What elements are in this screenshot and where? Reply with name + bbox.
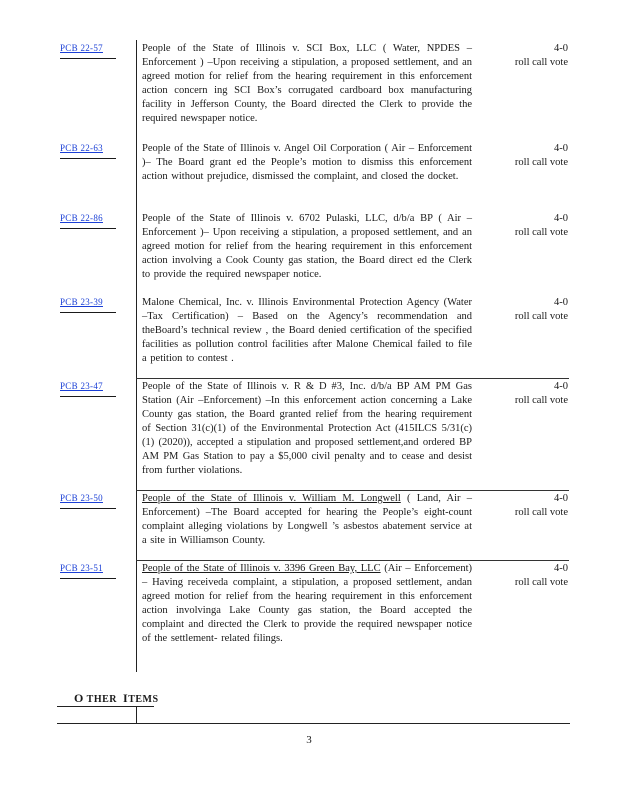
case-underline	[60, 396, 116, 397]
vote-count: 4-0	[554, 213, 568, 224]
case-description: Malone Chemical, Inc. v. Illinois Environmental Protection Agency (Water –Tax Certification) – Based on the Agency’s recommendation and theBoard’s technical review , the Board denied certification of the specified facilities as pollution control facilities after Malone Chemical failed to file a petition to contest .	[142, 297, 472, 364]
case-title: People of the State of Illinois v. 3396 Green Bay, LLC	[142, 563, 381, 574]
case-link[interactable]: PCB 22-86	[60, 213, 103, 223]
case-link[interactable]: PCB 22-63	[60, 143, 103, 153]
page-number: 3	[306, 734, 312, 746]
vote-count: 4-0	[554, 381, 568, 392]
case-underline	[60, 158, 116, 159]
vote-type: roll call vote	[514, 507, 568, 518]
vote-count: 4-0	[554, 143, 568, 154]
case-description	[142, 562, 472, 646]
case-summary: (Air – Enforcement) – Having receiveda complaint, a stipulation, a proposed settlement, andan agreed motion for relief from the hearing requirement in this enforcement action involvinga Lake County gas station, the Board accepted the complaint and directed the Clerk to provide the required newspaper notice of the settlement- related filings.	[142, 563, 472, 644]
case-summary: ( Land, Air – Enforcement) –The Board accepted for hearing the People’s eight-count complaint alleging violations by Longwell ’s asbestos abatement service at a site in Williamson County.	[142, 493, 472, 546]
vote-type: roll call vote	[514, 57, 568, 68]
case-underline	[60, 58, 116, 59]
vote-count: 4-0	[554, 43, 568, 54]
vote-type: roll call vote	[514, 311, 568, 322]
case-link[interactable]: PCB 23-39	[60, 297, 103, 307]
case-link[interactable]: PCB 23-47	[60, 381, 103, 391]
row-separator	[136, 560, 569, 561]
vote-type: roll call vote	[514, 227, 568, 238]
vote-type: roll call vote	[514, 395, 568, 406]
vote-type: roll call vote	[514, 577, 568, 588]
case-link[interactable]: PCB 23-51	[60, 563, 103, 573]
column-divider	[136, 40, 137, 672]
case-description: People of the State of Illinois v. Angel Oil Corporation ( Air – Enforcement )– The Board grant ed the People’s motion to dismiss this enforcement action without prejudice, dismissed the complaint, and closed the docket.	[142, 143, 472, 182]
vote-count: 4-0	[554, 297, 568, 308]
row-separator	[136, 490, 569, 491]
case-underline	[60, 312, 116, 313]
row-separator	[136, 378, 569, 379]
section-heading-other-items: O THER ITEMS	[74, 691, 159, 705]
vote-count: 4-0	[554, 493, 568, 504]
heading-rule	[57, 706, 154, 707]
case-title: People of the State of Illinois v. William M. Longwell	[142, 493, 401, 504]
case-underline	[60, 228, 116, 229]
case-link[interactable]: PCB 22-57	[60, 43, 103, 53]
case-underline	[60, 578, 116, 579]
case-description: People of the State of Illinois v. 6702 Pulaski, LLC, d/b/a BP ( Air – Enforcement )– Upon receiving a stipulation, a proposed settlement, and an agreed motion for relief from the hearing requirement in this enforcement action involving a Cook County gas station, the Board direct ed the Clerk to provide the required newspaper notice.	[142, 213, 472, 280]
case-underline	[60, 508, 116, 509]
vote-type: roll call vote	[514, 157, 568, 168]
case-description: People of the State of Illinois v. SCI Box, LLC ( Water, NPDES – Enforcement ) –Upon receiving a stipulation, a proposed settlement, and an agreed motion for relief from the hearing requirement in this enforcement action concern ing SCI Box’s corrugated cardboard box manufacturing facility in Jefferson County, the Board directed the Clerk to provide the required newspaper notice.	[142, 43, 472, 124]
column-divider	[136, 706, 137, 723]
table-bottom-rule	[57, 723, 570, 724]
case-description: People of the State of Illinois v. R & D #3, Inc. d/b/a BP AM PM Gas Station (Air –Enforcement) –In this enforcement action concerning a Lake County gas station, the Board granted relief from the hearing requirement of Section 31(c)(1) of the Environmental Protection Act (415ILCS 5/31(c)(1) (2020)), accepted a stipulation and proposed settlement,and ordered BP AM PM Gas Station to pay a $5,000 civil penalty and to cease and desist from further violations.	[142, 381, 472, 476]
case-description	[142, 492, 472, 548]
vote-count: 4-0	[554, 563, 568, 574]
case-link[interactable]: PCB 23-50	[60, 493, 103, 503]
